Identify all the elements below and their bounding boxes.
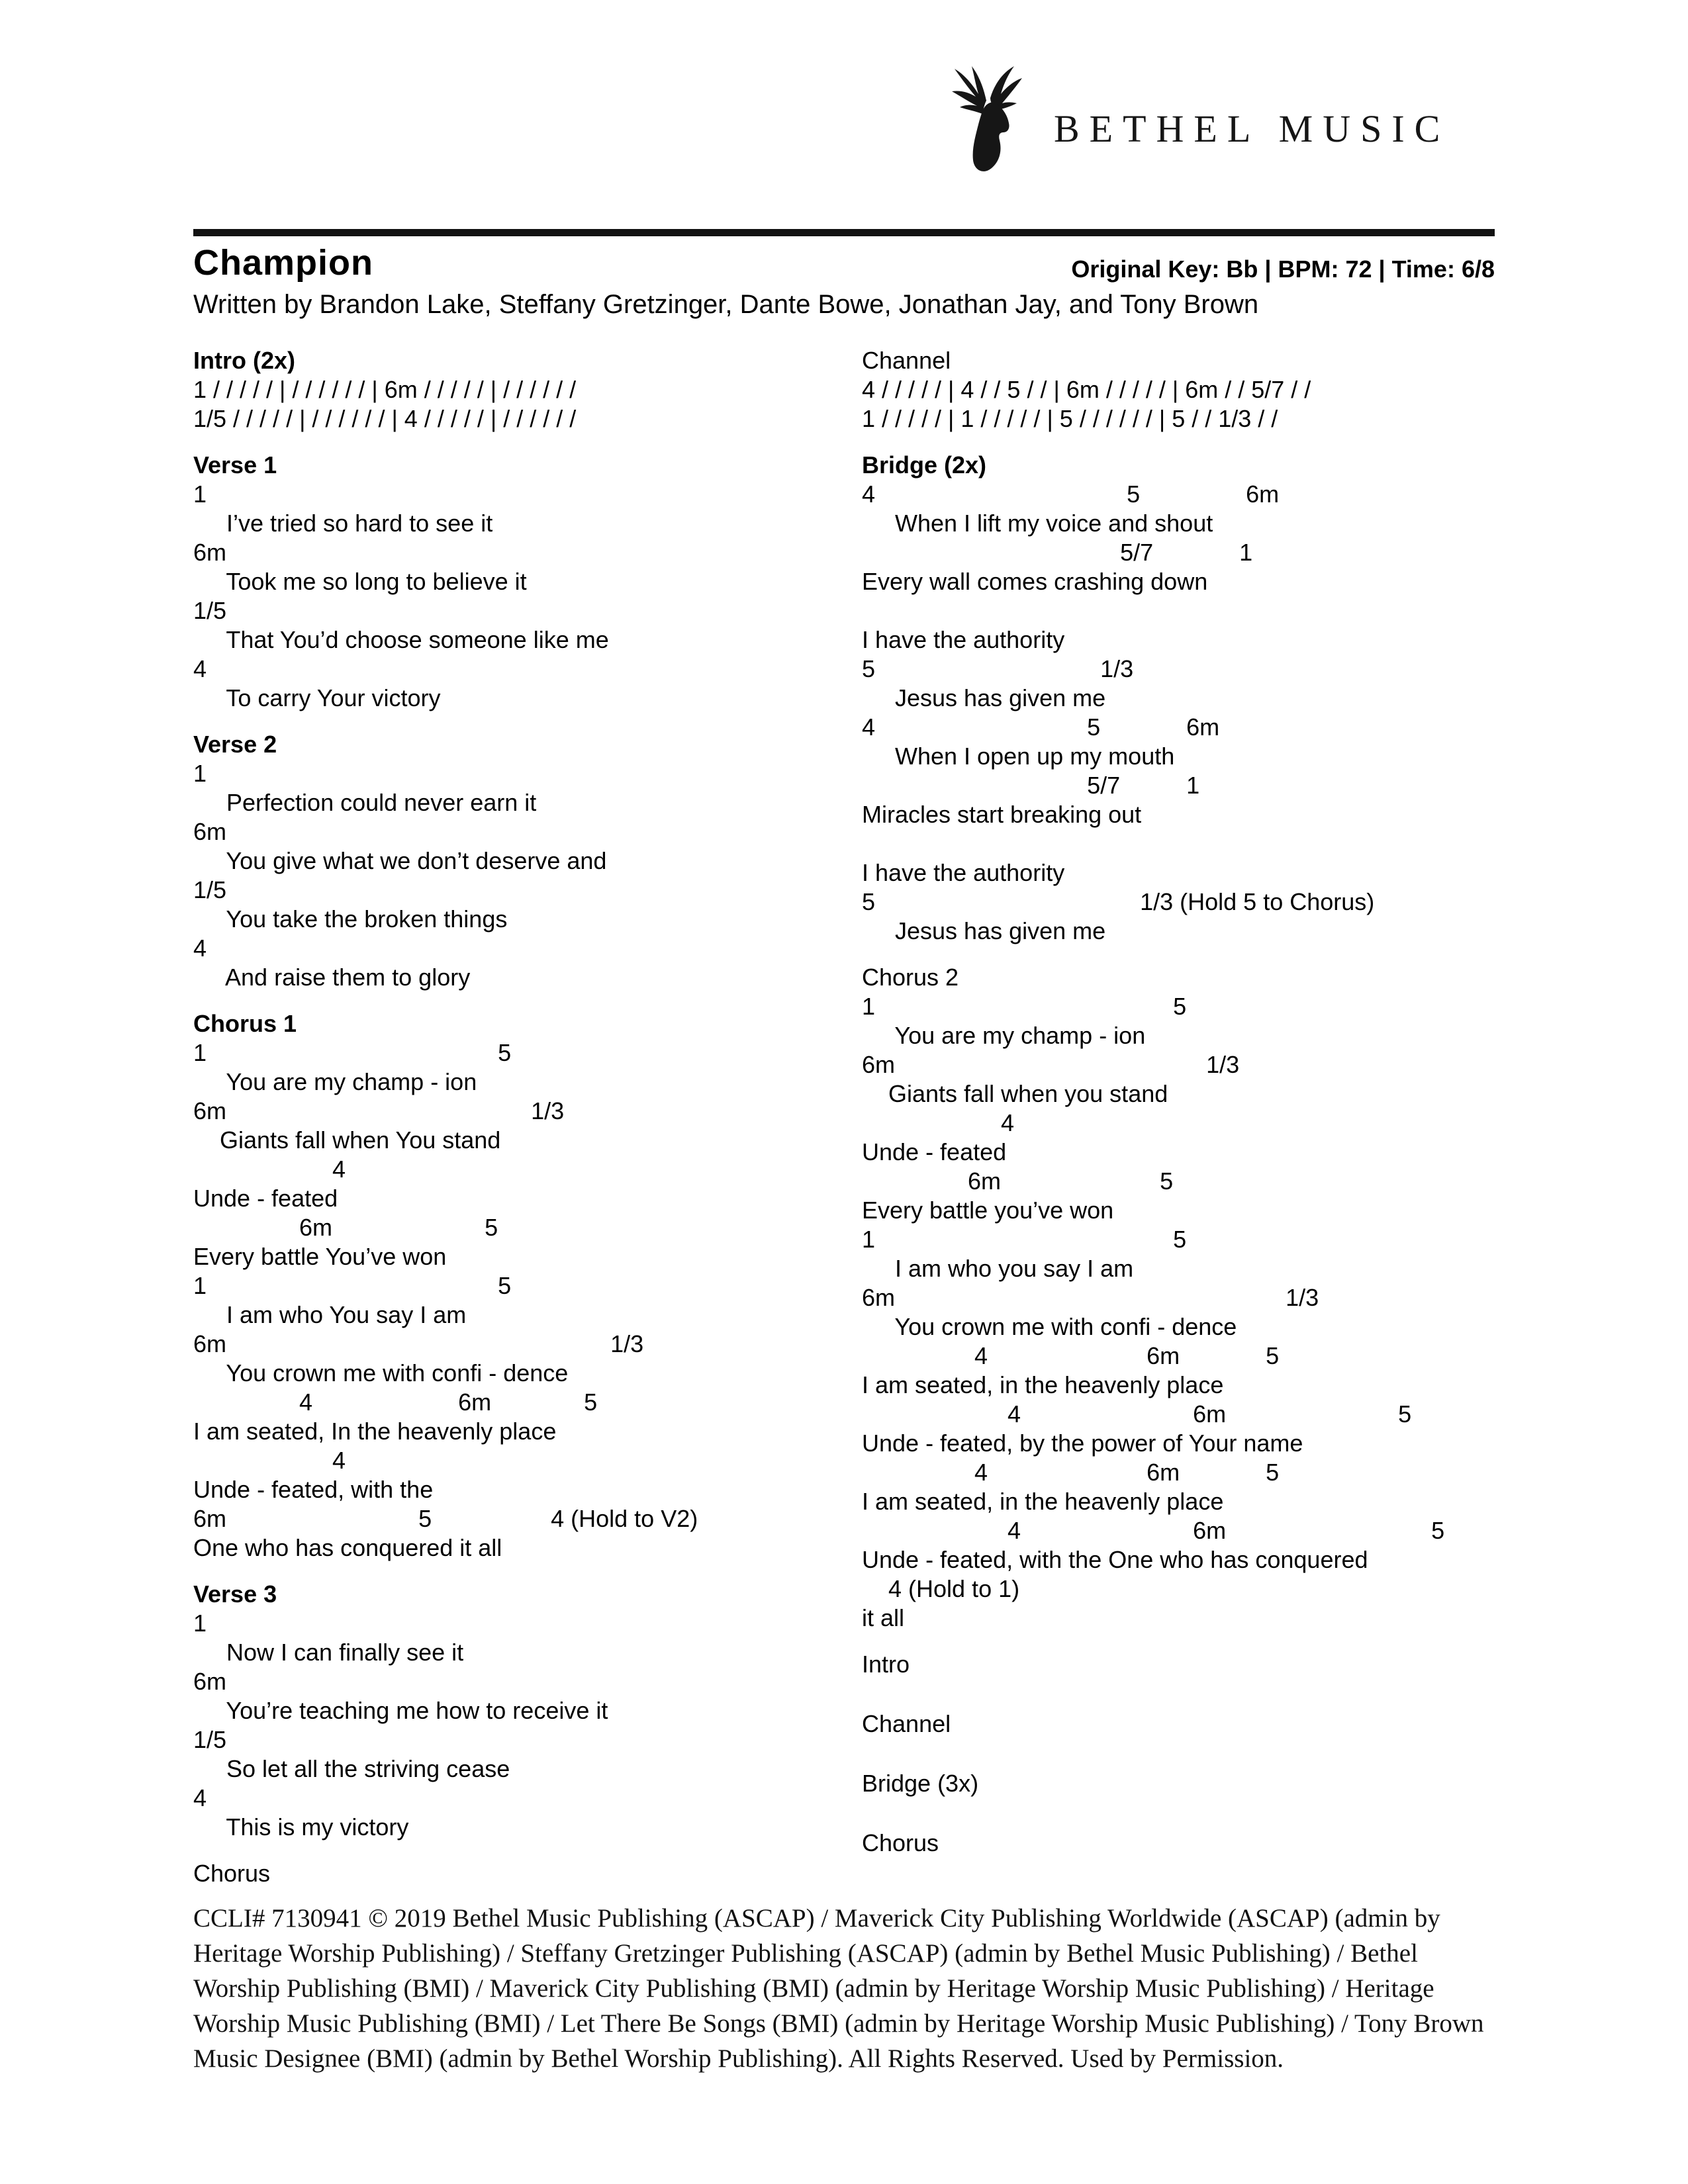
chord-line: 4 <box>193 1447 346 1474</box>
chord-line: 1 / / / / / | / / / / / / | 6m / / / / / | / / / / / / <box>193 376 577 403</box>
chord-line: 5 1/3 <box>862 655 1134 682</box>
lyric-line: I have the authority <box>862 626 1065 653</box>
chord-line: 6m <box>193 1668 227 1695</box>
chord-line: 4 <box>193 655 207 682</box>
lyric-line: Unde - feated, with the One who has conquered <box>862 1546 1368 1573</box>
section-heading: Intro <box>862 1651 910 1678</box>
lyric-line: Took me so long to believe it <box>193 568 527 595</box>
lyric-line: When I lift my voice and shout <box>862 510 1213 537</box>
section-heading: Chorus 2 <box>862 964 959 991</box>
lyric-line: it all <box>862 1604 905 1631</box>
chord-line: 4 5 6m <box>862 480 1280 508</box>
section-heading: Channel <box>862 347 951 374</box>
chord-line: 1 5 <box>193 1039 512 1066</box>
chord-line: 6m 1/3 <box>193 1330 644 1357</box>
section-heading: Verse 3 <box>193 1580 277 1608</box>
song-key-bpm-time: Original Key: Bb | BPM: 72 | Time: 6/8 <box>1071 255 1495 283</box>
lyric-line: And raise them to glory <box>193 964 471 991</box>
chord-line: 6m 5 <box>193 1214 498 1241</box>
lyric-line: One who has conquered it all <box>193 1534 502 1561</box>
section-bridge-2x <box>862 451 1524 946</box>
section-chorus-1 <box>193 1009 855 1563</box>
chord-line: 5 1/3 (Hold 5 to Chorus) <box>862 888 1375 915</box>
lyric-line: Miracles start breaking out <box>862 801 1142 828</box>
section-heading: Verse 1 <box>193 451 277 478</box>
lyric-line: Unde - feated <box>193 1185 338 1212</box>
chord-line: 1 <box>193 480 207 508</box>
section-verse-3 <box>193 1580 855 1842</box>
chord-line: 4 5 6m <box>862 713 1220 741</box>
section-heading: Channel <box>862 1710 951 1737</box>
chord-line: 6m 5 <box>862 1167 1174 1195</box>
chord-line: 1 <box>193 760 207 787</box>
lyric-line: That You’d choose someone like me <box>193 626 609 653</box>
chord-line: 1/5 / / / / / | / / / / / / | 4 / / / / / | / / / / / / <box>193 405 577 432</box>
chord-line: 6m 1/3 <box>193 1097 565 1124</box>
lyric-line: So let all the striving cease <box>193 1755 510 1782</box>
lyric-line: You give what we don’t deserve and <box>193 847 607 874</box>
chord-line: 4 6m 5 <box>193 1388 598 1416</box>
brand-wordmark: BETHEL MUSIC <box>1054 107 1450 150</box>
section-intro <box>862 1650 1524 1679</box>
lyric-line: I am who you say I am <box>862 1255 1134 1282</box>
section-chorus <box>862 1829 1524 1858</box>
lyric-line: You’re teaching me how to receive it <box>193 1697 608 1724</box>
deer-logo-icon <box>945 41 1030 176</box>
chord-line: 4 <box>193 1156 346 1183</box>
lyric-line: You are my champ - ion <box>862 1022 1146 1049</box>
chord-line: 1/5 <box>193 597 227 624</box>
chord-line: 4 <box>193 934 207 962</box>
blank-line <box>862 829 1524 858</box>
bethel-music-logo <box>945 41 1450 176</box>
chord-line: 1 5 <box>862 1226 1187 1253</box>
column-right <box>862 346 1524 1888</box>
chord-line: 4 6m 5 <box>862 1342 1280 1369</box>
section-verse-2 <box>193 730 855 992</box>
chord-line: 1/5 <box>193 1726 227 1753</box>
chord-line: 4 6m 5 <box>862 1459 1280 1486</box>
lyric-line: I have the authority <box>862 859 1065 886</box>
section-heading: Bridge (3x) <box>862 1770 979 1797</box>
chord-line: 6m <box>193 539 227 566</box>
section-channel <box>862 1709 1524 1739</box>
section-intro-2x <box>193 346 855 433</box>
section-bridge-3x <box>862 1769 1524 1798</box>
lyric-line: Giants fall when you stand <box>862 1080 1168 1107</box>
chord-line: 6m 1/3 <box>862 1284 1319 1311</box>
chord-line: 6m 5 4 (Hold to V2) <box>193 1505 698 1532</box>
blank-line <box>862 596 1524 625</box>
section-chorus <box>193 1859 855 1888</box>
chord-line: 4 6m 5 <box>862 1517 1445 1544</box>
chord-line: 4 / / / / / | 4 / / 5 / / | 6m / / / / / | 6m / / 5/7 / / <box>862 376 1311 403</box>
copyright-text: CCLI# 7130941 © 2019 Bethel Music Publishing (ASCAP) / Maverick City Publishing Worldwide (ASCAP) (admin by Heritage Worship Publishing) / Steffany Gretzinger Publishing (ASCAP) (admin by Bethel Music Publishing) / Bethel Worship Publishing (BMI) / Maverick City Publishing (BMI) (admin by Heritage Worship Music Publishing) / Heritage Worship Music Publishing (BMI) / Let There Be Songs (BMI) (admin by Heritage Worship Music Publishing) / Tony Brown Music Designee (BMI) (admin by Bethel Worship Publishing). All Rights Reserved. Used by Permission. <box>193 1904 1484 2073</box>
chord-line: 4 <box>862 1109 1015 1136</box>
section-channel <box>862 346 1524 433</box>
lyric-line: This is my victory <box>193 1813 409 1841</box>
lyric-line: I am who You say I am <box>193 1301 467 1328</box>
chord-line: 1 5 <box>862 993 1187 1020</box>
section-heading: Verse 2 <box>193 731 277 758</box>
section-heading: Intro (2x) <box>193 347 296 374</box>
chord-line: 1 / / / / / | 1 / / / / / | 5 / / / / / / | 5 / / 1/3 / / <box>862 405 1278 432</box>
column-left <box>193 346 855 1919</box>
lyric-line: You crown me with confi - dence <box>193 1359 569 1387</box>
section-heading: Bridge (2x) <box>862 451 987 478</box>
lyric-line: Giants fall when You stand <box>193 1126 501 1154</box>
chord-line: 6m <box>193 818 227 845</box>
lyric-line: Every wall comes crashing down <box>862 568 1208 595</box>
lyric-line: Every battle you’ve won <box>862 1197 1114 1224</box>
lyric-line: I am seated, in the heavenly place <box>862 1371 1224 1398</box>
lyric-line: When I open up my mouth <box>862 743 1175 770</box>
song-credits: Written by Brandon Lake, Steffany Gretzinger, Dante Bowe, Jonathan Jay, and Tony Brown <box>193 290 1259 319</box>
lyric-line: Every battle You’ve won <box>193 1243 447 1270</box>
lyric-line: Jesus has given me <box>862 684 1106 711</box>
section-heading: Chorus <box>193 1860 271 1887</box>
lyric-line: I am seated, in the heavenly place <box>862 1488 1224 1515</box>
chord-line: 1 <box>193 1610 207 1637</box>
lyric-line: Jesus has given me <box>862 917 1106 944</box>
chord-line: 4 <box>193 1784 207 1811</box>
chord-line: 4 6m 5 <box>862 1400 1412 1428</box>
chord-line: 4 (Hold to 1) <box>862 1575 1020 1602</box>
chord-line: 1 5 <box>193 1272 512 1299</box>
lyric-line: Unde - feated, with the <box>193 1476 434 1503</box>
lyric-line: I am seated, In the heavenly place <box>193 1418 557 1445</box>
title-row <box>193 242 1495 283</box>
lyric-line: You take the broken things <box>193 905 508 933</box>
section-heading: Chorus <box>862 1829 939 1856</box>
lyric-line: Perfection could never earn it <box>193 789 537 816</box>
song-title: Champion <box>193 243 373 283</box>
lyric-line: You crown me with confi - dence <box>862 1313 1237 1340</box>
lyric-line: Unde - feated, by the power of Your name <box>862 1430 1303 1457</box>
header-divider-rule <box>193 229 1495 236</box>
section-chorus-2 <box>862 963 1524 1633</box>
lyric-line: To carry Your victory <box>193 684 441 711</box>
lyric-line: You are my champ - ion <box>193 1068 477 1095</box>
section-heading: Chorus 1 <box>193 1010 297 1037</box>
chord-line: 1/5 <box>193 876 227 903</box>
lyric-line: Unde - feated <box>862 1138 1007 1165</box>
section-verse-1 <box>193 451 855 713</box>
chord-line: 6m 1/3 <box>862 1051 1240 1078</box>
chord-line: 5/7 1 <box>862 539 1253 566</box>
lyric-line: I’ve tried so hard to see it <box>193 510 493 537</box>
lyric-line: Now I can finally see it <box>193 1639 464 1666</box>
chord-line: 5/7 1 <box>862 772 1200 799</box>
